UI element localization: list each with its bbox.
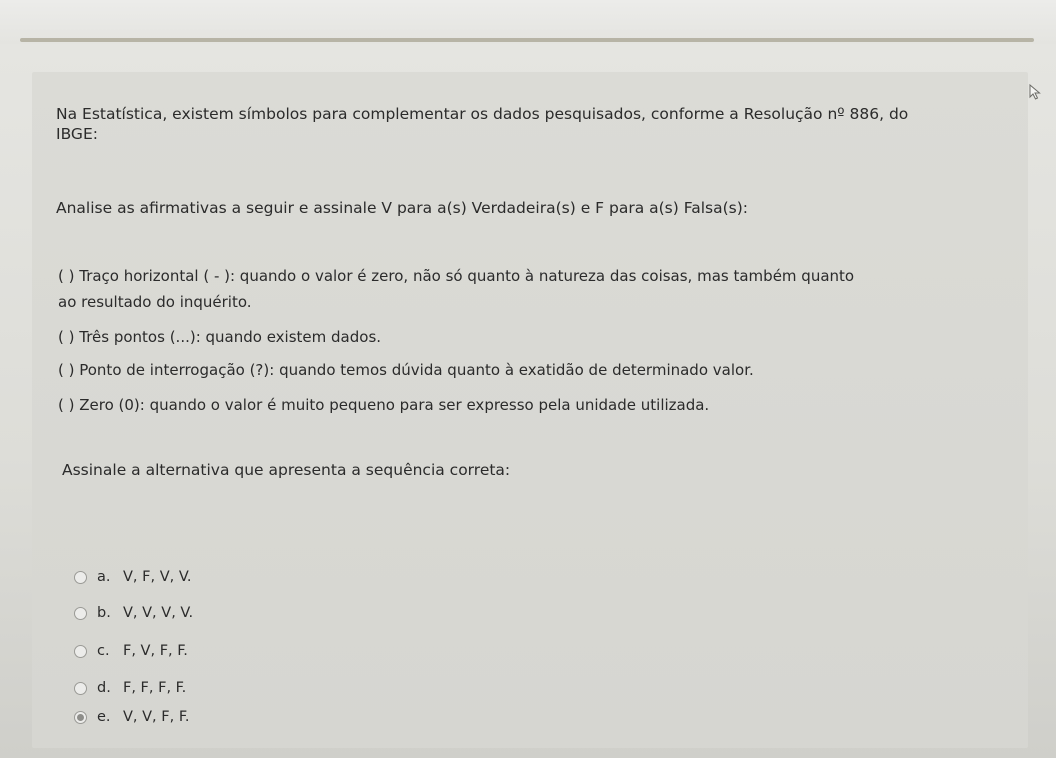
option-d-text: F, F, F, F. (123, 680, 187, 696)
option-a-text: V, F, V, V. (123, 569, 192, 585)
option-e[interactable] (74, 706, 189, 728)
question-intro-line2: IBGE: (56, 125, 98, 143)
radio-button-b[interactable] (74, 607, 87, 620)
question-intro-line1: Na Estatística, existem símbolos para complementar os dados pesquisados, conforme a Resolução nº 886, do (56, 105, 909, 123)
radio-button-c[interactable] (74, 645, 87, 658)
option-b-text: V, V, V, V. (123, 605, 194, 621)
option-d[interactable] (74, 677, 186, 699)
top-divider (20, 38, 1034, 42)
statement-1-line1: ( ) Traço horizontal ( - ): quando o valor é zero, não só quanto à natureza das coisas, mas também quanto (58, 267, 855, 285)
option-a-letter: a. (97, 569, 111, 585)
option-e-text: V, V, F, F. (123, 709, 190, 725)
statement-2: ( ) Três pontos (...): quando existem dados. (58, 328, 382, 346)
question-prompt: Assinale a alternativa que apresenta a sequência correta: (62, 461, 511, 479)
statement-3: ( ) Ponto de interrogação (?): quando temos dúvida quanto à exatidão de determinado valor. (58, 361, 754, 379)
option-c-letter: c. (97, 643, 110, 659)
option-d-letter: d. (97, 680, 111, 696)
option-b[interactable] (74, 602, 193, 624)
question-instruction: Analise as afirmativas a seguir e assinale V para a(s) Verdadeira(s) e F para a(s) Falsa(s): (56, 199, 748, 217)
option-c-text: F, V, F, F. (123, 643, 188, 659)
option-e-letter: e. (97, 709, 111, 725)
option-b-letter: b. (97, 605, 111, 621)
option-a[interactable] (74, 566, 192, 588)
statement-4: ( ) Zero (0): quando o valor é muito pequeno para ser expresso pela unidade utilizada. (58, 396, 710, 414)
radio-button-d[interactable] (74, 682, 87, 695)
option-c[interactable] (74, 640, 188, 662)
mouse-pointer-icon (1028, 84, 1042, 100)
statement-1-line2: ao resultado do inquérito. (58, 293, 252, 311)
radio-button-a[interactable] (74, 571, 87, 584)
radio-button-e[interactable] (74, 711, 87, 724)
